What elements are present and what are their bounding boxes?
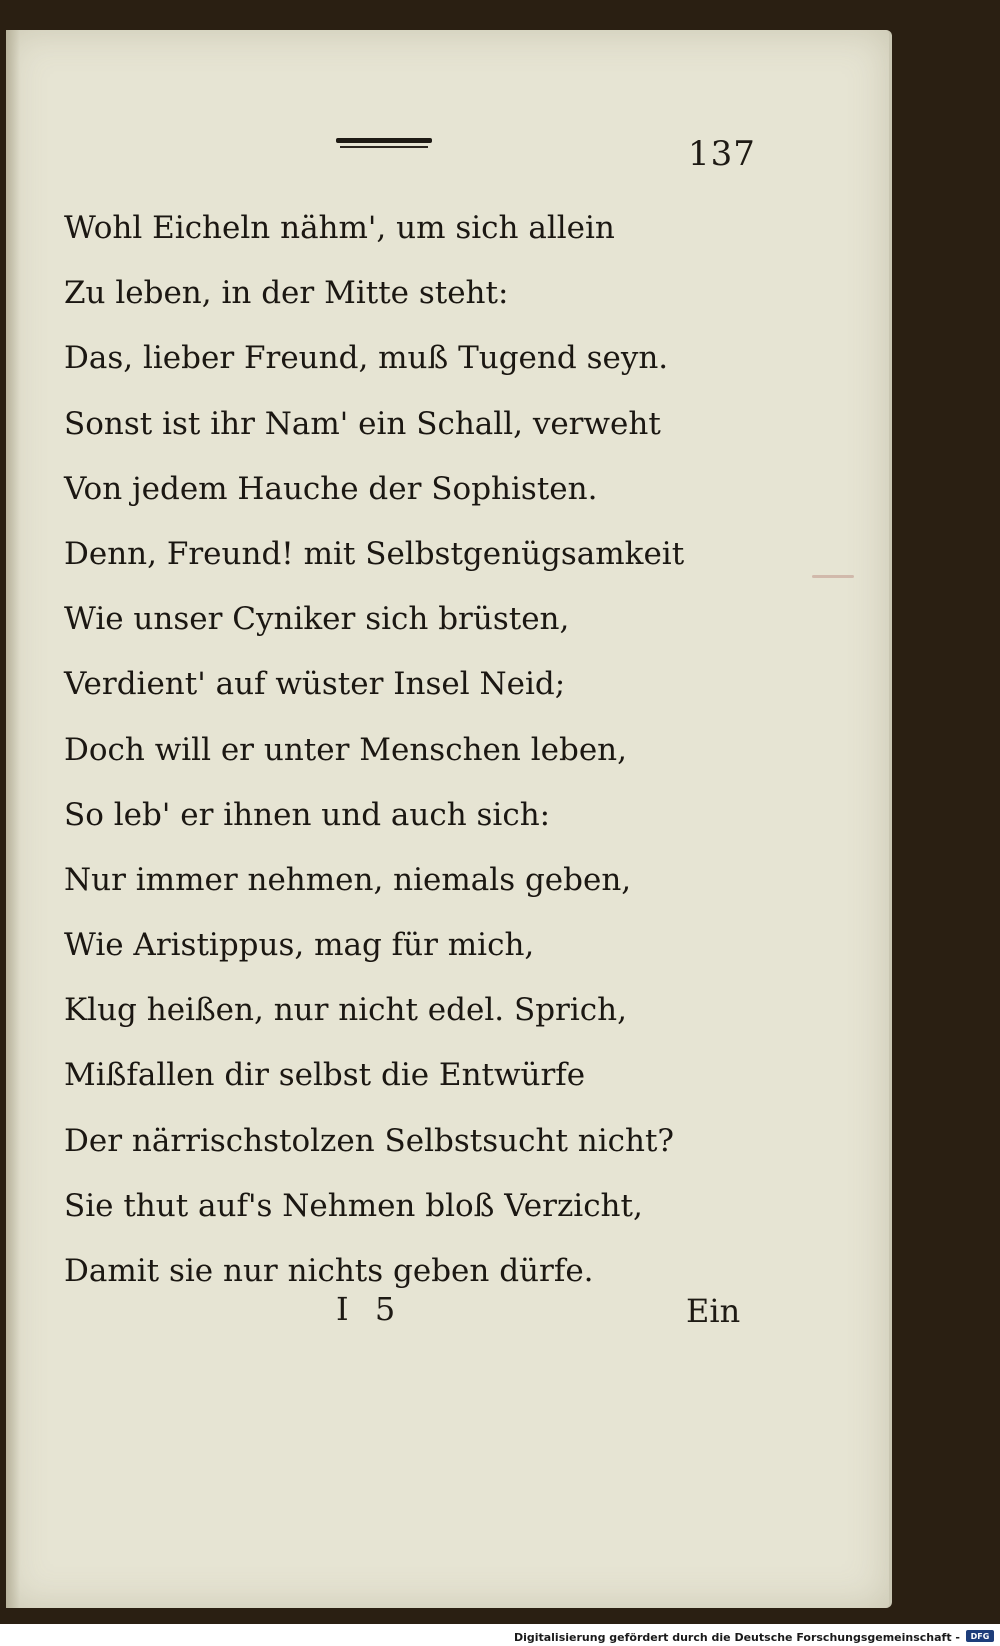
verse-line: Das, lieber Freund, muß Tugend seyn. <box>64 340 669 377</box>
margin-stain <box>812 575 854 578</box>
verse-line: Mißfallen dir selbst die Entwürfe <box>64 1057 586 1094</box>
digitization-credit: Digitalisierung gefördert durch die Deutsche Forschungsgemeinschaft - <box>513 1631 960 1644</box>
verse-line: Der närrischstolzen Selbstsucht nicht? <box>64 1122 675 1159</box>
header-ornament-rule <box>336 138 432 148</box>
header-rule-thick <box>336 138 432 143</box>
verse-line: Denn, Freund! mit Selbstgenügsamkeit <box>64 535 685 572</box>
verse-line: Wohl Eicheln nähm', um sich allein <box>64 210 615 246</box>
verse-line: Sonst ist ihr Nam' ein Schall, verweht <box>64 405 661 442</box>
verse-line: So leb' er ihnen und auch sich: <box>64 796 551 833</box>
verse-line: Doch will er unter Menschen leben, <box>64 731 627 768</box>
header-rule-thin <box>340 146 428 148</box>
dfg-logo <box>966 1630 994 1642</box>
verse-line: Wie Aristippus, mag für mich, <box>64 927 535 964</box>
verse-line: Von jedem Hauche der Sophisten. <box>64 470 598 507</box>
verse-line: Verdient' auf wüster Insel Neid; <box>64 666 566 703</box>
verse-line: Klug heißen, nur nicht edel. Sprich, <box>64 992 627 1029</box>
poem-verse <box>64 196 684 1304</box>
verse-line: Damit sie nur nichts geben dürfe. <box>64 1253 594 1289</box>
verse-line: Nur immer nehmen, niemals geben, <box>64 861 632 898</box>
signature-mark: I 5 <box>336 1290 404 1328</box>
catchword: Ein <box>686 1292 741 1330</box>
verse-line: Zu leben, in der Mitte steht: <box>64 275 509 312</box>
verse-line: Sie thut auf's Nehmen bloß Verzicht, <box>64 1187 643 1224</box>
page-number: 137 <box>688 134 756 174</box>
verse-line: Wie unser Cyniker sich brüsten, <box>64 601 570 638</box>
page-gutter-shadow <box>6 30 20 1608</box>
dfg-logo-text: DFG <box>970 1631 990 1641</box>
